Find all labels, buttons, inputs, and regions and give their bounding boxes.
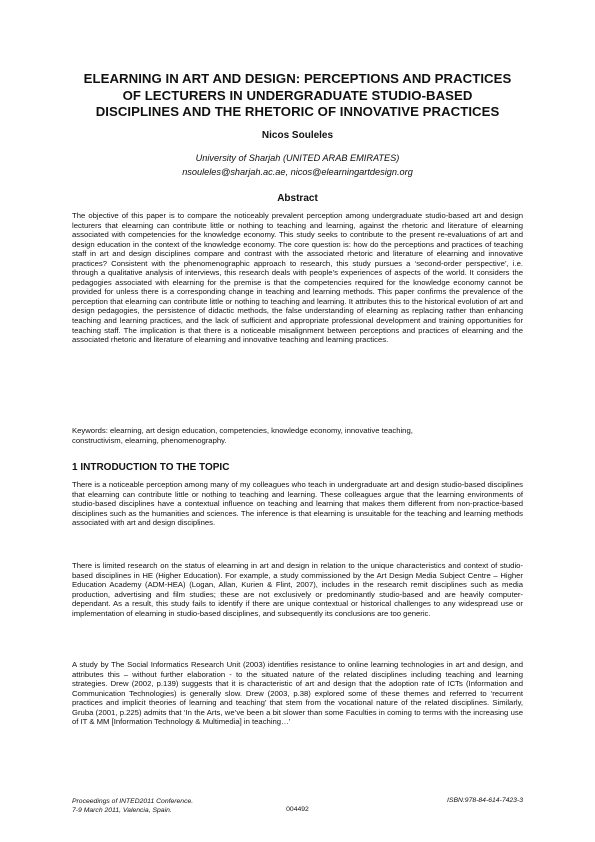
author-affiliation	[60, 152, 535, 179]
paragraph: There is a noticeable perception among many of my colleagues who teach in undergraduate art and design studio-based disciplines that elearning can contribute little or nothing to teaching and learning. These colleagues argue that the learning environments of studio-based disciplines have a contextual influence on teaching and learning that makes them different from non-practice-based disciplines such as the humanities and sciences. The inference is that elearning is unsuitable for the teaching and learning methods associated with art and design disciplines.	[72, 480, 523, 528]
title-line: DISCIPLINES AND THE RHETORIC OF INNOVATIVE PRACTICES	[95, 104, 500, 119]
page-number: 004492	[286, 806, 309, 813]
abstract-heading: Abstract	[277, 193, 318, 204]
author-emails: nsouleles@sharjah.ac.ae, nicos@elearningartdesign.org	[182, 166, 413, 177]
title-line: ELEARNING IN ART AND DESIGN: PERCEPTIONS AND PRACTICES	[83, 71, 512, 86]
title-line: OF LECTURERS IN UNDERGRADUATE STUDIO-BASED	[122, 87, 473, 103]
keywords-line: constructivism, elearning, phenomenography.	[72, 435, 227, 445]
section-heading: 1 INTRODUCTION TO THE TOPIC	[72, 462, 230, 473]
institution: University of Sharjah (UNITED ARAB EMIRATES)	[195, 153, 400, 163]
author-name: Nicos Souleles	[261, 130, 334, 141]
proceedings-line: Proceedings of INTED2011 Conference.	[72, 798, 194, 805]
footer-isbn: ISBN:978-84-614-7423-3	[447, 797, 523, 804]
keywords	[72, 426, 523, 445]
paper-title	[60, 71, 535, 121]
keywords-line: Keywords: elearning, art design education, competencies, knowledge economy, innovative teaching,	[72, 426, 413, 435]
paragraph: There is limited research on the status of elearning in art and design in relation to the unique characteristics and context of studio-based disciplines in HE (Higher Education). For example, a study commissioned by the Art Design Media Subject Centre – Higher Education Academy (ADM-HEA) (Logan, Allan, Kurien & Flint, 2007), includes in the research remit disciplines such as media production, advertising and film studies; these are not exclusively or predominantly studio-based and are heavily computer-dependant. As a result, this study fails to identify if there are unique contextual or historical challenges to any widespread use or implementation of elearning in studio-based disciplines, and subsequently its conclusions are too generic.	[72, 561, 523, 618]
paragraph: A study by The Social Informatics Research Unit (2003) identifies resistance to online learning technologies in art and design, and attributes this – without further elaboration - to the situated nature of the related disciplines including teaching and learning strategies. Drew (2002, p.139) suggests that it is characteristic of art and design that the adoption rate of ICTs (Information and Communication Technologies) is generally slow. Drew (2003, p.38) explored some of these themes and referred to ‘recurrent practices and implicit theories of learning and teaching’ that stem from the vocational nature of the related disciplines. Similarly, Gruba (2001, p.225) admits that ‘In the Arts, we’ve been a bit slower than some Faculties in coming to terms with the increasing use of IT & MM [Information Technology & Multimedia] in teaching…’	[72, 660, 523, 727]
conference-dates: 7-9 March 2011, Valencia, Spain.	[72, 807, 172, 814]
abstract-text: The objective of this paper is to compare the noticeably prevalent perception among undergraduate studio-based art and design lecturers that elearning can contribute little or nothing to teaching and learning, against the rhetoric and literature of elearning associated with competencies for the knowledge economy. This study seeks to contribute to the present re-evaluations of art and design education in the context of the knowledge economy. The core question is: how do the perceptions and practices of teaching staff in art and design disciplines compare and contrast with the associated rhetoric and literature of elearning and innovative practices? Consistent with the phenomenographic approach to research, this study pursues a ‘second-order perspective’, i.e. through a qualitative analysis of interviews, this research deals with people’s experiences of aspects of the world. It considers the pedagogies associated with elearning for the premise is that the competencies required for the knowledge economy cannot be provided for unless there is a corresponding change in teaching and learning methods. This paper confirms the prevalence of the perception that elearning can contribute little or nothing to teaching and learning. It attributes this to the historical evolution of art and design pedagogies, the persistence of didactic methods, the false understanding of elearning as replacing rather than enhancing teaching and learning practices, and the lack of sufficient and appropriate professional development and training opportunities for teaching staff. The implication is that there is a noticeable misalignment between perceptions and practices of elearning and the associated rhetoric and literature of elearning and innovative teaching and learning practices.	[72, 211, 523, 345]
